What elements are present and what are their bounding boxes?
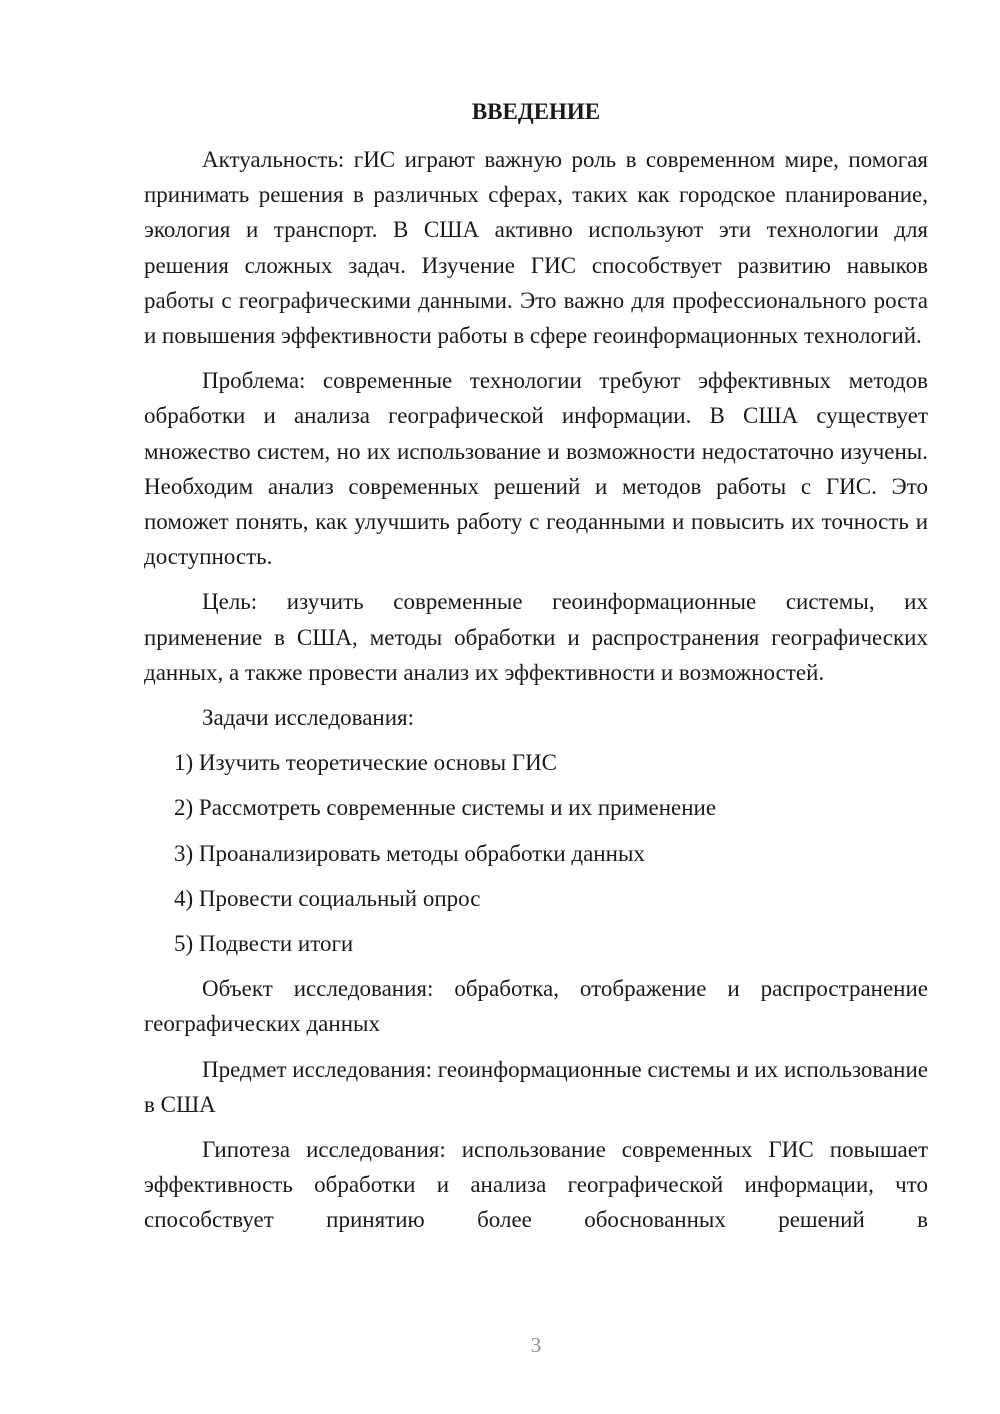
paragraph-goal: Цель: изучить современные геоинформационные системы, их применение в США, методы обработки и распространения географических данных, а также провести анализ их эффективности и возможностей. bbox=[144, 589, 928, 685]
paragraph-subject: Предмет исследования: геоинформационные системы и их использование в США bbox=[144, 1056, 928, 1117]
page-content bbox=[144, 92, 928, 1248]
page-number: 3 bbox=[530, 1333, 542, 1357]
task-item: 1) Изучить теоретические основы ГИС bbox=[174, 750, 558, 776]
paragraph-object: Объект исследования: обработка, отображение и распространение географических данных bbox=[144, 976, 928, 1037]
section-heading: ВВЕДЕНИЕ bbox=[471, 99, 601, 124]
task-item: 2) Рассмотреть современные системы и их применение bbox=[174, 795, 717, 821]
task-item: 5) Подвести итоги bbox=[174, 931, 354, 957]
paragraph-problem: Проблема: современные технологии требуют эффективных методов обработки и анализа географической информации. В США существует множество систем, но их использование и возможности недостаточно изучены. Необходим анализ современных решений и методов работы с ГИС. Это поможет понять, как улучшить работу с геоданными и повысить их точность и доступность. bbox=[144, 368, 928, 570]
tasks-title: Задачи исследования: bbox=[202, 705, 415, 731]
task-item: 3) Проанализировать методы обработки данных bbox=[174, 840, 645, 866]
task-item: 4) Провести социальный опрос bbox=[174, 885, 481, 911]
paragraph-relevance: Актуальность: гИС играют важную роль в современном мире, помогая принимать решения в различных сферах, таких как городское планирование, экология и транспорт. В США активно используют эти технологии для решения сложных задач. Изучение ГИС способствует развитию навыков работы с географическими данными. Это важно для профессионального роста и повышения эффективности работы в сфере геоинформационных технологий. bbox=[144, 147, 928, 349]
paragraph-hypothesis: Гипотеза исследования: использование современных ГИС повышает эффективность обработки и анализа географической информации, что способствует принятию более обоснованных решений в bbox=[144, 1137, 928, 1233]
